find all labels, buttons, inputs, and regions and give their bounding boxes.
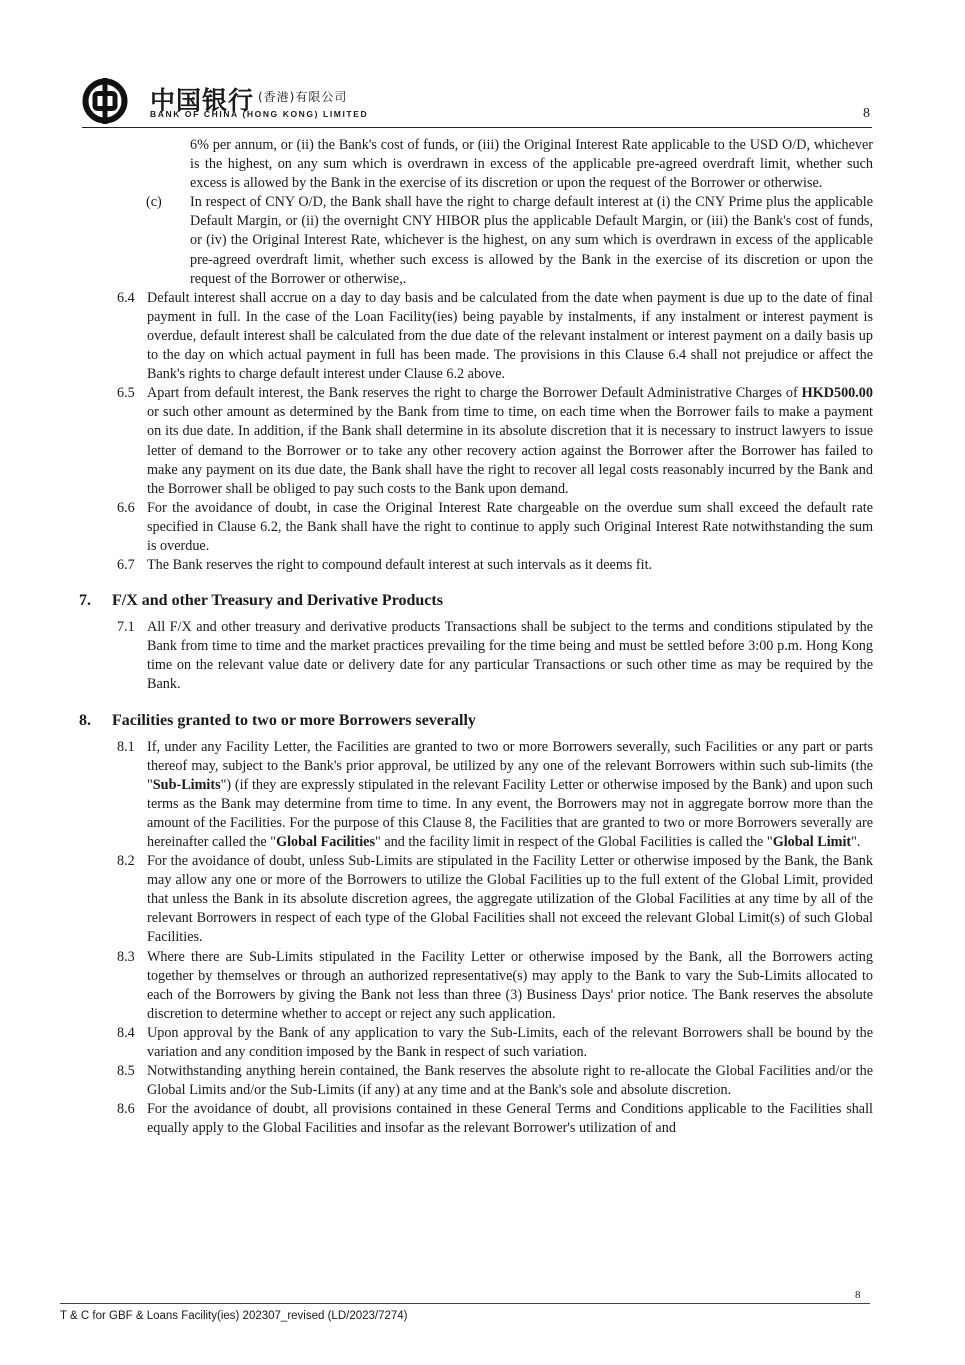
clause-number: 6.7 [117, 557, 135, 574]
bank-name-chinese: 中国银行 [150, 86, 255, 115]
clause-text: ") (if they are expressly stipulated in the relevant Facility Letter or otherwise imposed by the Bank) and upon such terms as the Bank may determine from time to time. In any event, the Borrowers may not in aggregate borrow more than the amount of the Facilities. For the purpose of this Clause 8, the Facilities that are granted to two or more Borrowers severally are hereinafter called the " [147, 776, 873, 850]
bank-name-chinese-suffix: (香港)有限公司 [258, 90, 348, 104]
section-title: Facilities granted to two or more Borrowers severally [112, 711, 476, 729]
clause-text: The Bank reserves the right to compound default interest at such intervals as it deems fit. [147, 557, 653, 574]
clause-text: or such other amount as determined by the Bank from time to time, on each time when the Borrower fails to make a payment on its due date. In addition, if the Bank shall determine in its absolute discretion that it is necessary to instruct lawyers to issue letter of demand to the Borrower or to take any other recovery action against the Borrower after the Borrower has failed to make any payment on its due date, the Bank shall have the right to recover all legal costs reasonably incurred by the Bank and the Borrower shall be obliged to pay such costs to the Bank upon demand. [147, 404, 873, 497]
charge-amount: HKD500.00 [801, 385, 873, 402]
continued-paragraph: 6% per annum, or (ii) the Bank's cost of funds, or (iii) the Original Interest Rate applicable to the USD O/D, whichever is the highest, on any sum which is overdrawn in excess of the applicable pre-agreed overdraft limit, whether such excess is allowed by the Bank in the exercise of its discretion or upon the request of the Borrower or otherwise. [190, 137, 873, 192]
clause-text: For the avoidance of doubt, in case the Original Interest Rate chargeable on the overdue sum shall exceed the default rate specified in Clause 6.2, the Bank shall have the right to continue to apply such Original Interest Rate notwithstanding the sum is overdue. [147, 499, 873, 554]
clause-number: 6.5 [117, 385, 135, 402]
subclause-text: In respect of CNY O/D, the Bank shall have the right to charge default interest at (i) the CNY Prime plus the applicable Default Margin, or (ii) the overnight CNY HIBOR plus the applicable Default Margin, or (iii) the Bank's cost of funds, or (iv) the Original Interest Rate, whichever is the highest, on any sum which is overdrawn in excess of the applicable pre-agreed overdraft limit, whether such excess is allowed by the Bank in the exercise of its discretion or upon the request of the Borrower or otherwise,. [190, 194, 873, 287]
section-number: 7. [79, 592, 91, 610]
bank-name-english: BANK OF CHINA (HONG KONG) LIMITED [150, 109, 369, 119]
clause-7-1 [117, 618, 873, 694]
subclause-label: (c) [146, 194, 162, 211]
clause-8-1 [117, 738, 873, 853]
section-number: 8. [79, 711, 91, 729]
clause-text: " and the facility limit in respect of the Global Facilities is called the " [375, 834, 773, 850]
clause-text: ". [851, 834, 861, 850]
footer-document-reference: T & C for GBF & Loans Facility(ies) 202307_revised (LD/2023/7274) [60, 1310, 408, 1322]
clause-text: Where there are Sub-Limits stipulated in the Facility Letter or otherwise imposed by the Bank, all the Borrowers acting together by themselves or through an authorized representative(s) may apply to the Bank to vary the Sub-Limits allocated to each of the Borrowers by giving the Bank not less than three (3) Business Days' prior notice. The Bank reserves the absolute discretion to determine whether to accept or reject any such application. [147, 948, 873, 1022]
page-number-header: 8 [863, 106, 870, 121]
clause-text: For the avoidance of doubt, unless Sub-Limits are stipulated in the Facility Letter or otherwise imposed by the Bank, the Bank may allow any one or more of the Borrowers to utilize the Global Facilities up to the full extent of the Global Limit, provided that unless the Bank in its absolute discretion agrees, the aggregate utilization of the Global Facilities at any time by all of the relevant Borrowers in respect of each type of the Global Facilities shall not exceed the relevant Global Limit(s) of such Global Facilities. [147, 853, 873, 946]
clause-text: Notwithstanding anything herein contained, the Bank reserves the absolute right to re-allocate the Global Facilities and/or the Global Limits and/or the Sub-Limits (if any) at any time and at the Bank's sole and absolute discretion. [147, 1063, 873, 1099]
defined-term: Global Limit [772, 834, 852, 850]
subclause-c [146, 193, 873, 288]
clause-number: 8.5 [117, 1063, 135, 1080]
clause-6-6 [117, 499, 873, 556]
clause-8-3 [117, 948, 873, 1024]
clause-6-7 [117, 556, 873, 575]
document-body [0, 136, 965, 1139]
page-header [82, 78, 870, 124]
section-8-heading [79, 711, 873, 731]
boc-logo-icon [82, 78, 128, 124]
clause-number: 8.4 [117, 1024, 135, 1041]
clause-6-4 [117, 289, 873, 384]
clause-number: 8.3 [117, 948, 135, 965]
clause-6-5 [117, 384, 873, 499]
section-7-heading [79, 591, 873, 611]
clause-text: For the avoidance of doubt, all provisions contained in these General Terms and Conditions applicable to the Facilities shall equally apply to the Global Facilities and insofar as the relevant Borrower's utilization of and [147, 1101, 873, 1137]
clause-text: If, under any Facility Letter, the Facilities are granted to two or more Borrowers severally, such Facilities or any part or parts thereof may, subject to the Bank's prior approval, be utilized by any one of the relevant Borrowers within such sub-limits (the " [147, 738, 873, 793]
page-number-footer: 8 [855, 1289, 861, 1301]
header-divider [82, 127, 872, 128]
clause-number: 6.4 [117, 289, 135, 306]
defined-term: Sub-Limits [152, 776, 221, 793]
clause-number: 8.2 [117, 853, 135, 870]
clause-text: Upon approval by the Bank of any application to vary the Sub-Limits, each of the relevant Borrowers shall be bound by the variation and any condition imposed by the Bank in respect of such variation. [147, 1024, 873, 1061]
clause-text: All F/X and other treasury and derivative products Transactions shall be subject to the terms and conditions stipulated by the Bank from time to time and the market practices prevailing for the time being and must be settled before 3:00 p.m. Hong Kong time on the relevant value date or delivery date for any particular Transactions or such other time as may be required by the Bank. [147, 619, 873, 693]
clause-number: 8.6 [117, 1101, 135, 1118]
clause-number: 8.1 [117, 738, 135, 755]
footer-divider [60, 1303, 870, 1304]
clause-8-2 [117, 852, 873, 947]
section-title: F/X and other Treasury and Derivative Products [112, 592, 443, 610]
clause-text: Apart from default interest, the Bank reserves the right to charge the Borrower Default Administrative Charges of [147, 385, 802, 402]
clause-text: Default interest shall accrue on a day to day basis and be calculated from the date when payment is due up to the date of final payment in full. In the case of the Loan Facility(ies) being payable by instalments, if any instalment or interest payment is overdue, default interest shall be calculated from the due date of the relevant instalment or interest payment on a daily basis up to the day on which actual payment in full has been made. The provisions in this Clause 6.4 shall not prejudice or affect the Bank's rights to charge default interest under Clause 6.2 above. [147, 289, 873, 383]
clause-number: 6.6 [117, 499, 135, 516]
clause-number: 7.1 [117, 619, 135, 636]
clause-8-6 [117, 1100, 873, 1138]
clause-8-5 [117, 1062, 873, 1100]
defined-term: Global Facilities [276, 834, 375, 850]
clause-8-4 [117, 1024, 873, 1062]
